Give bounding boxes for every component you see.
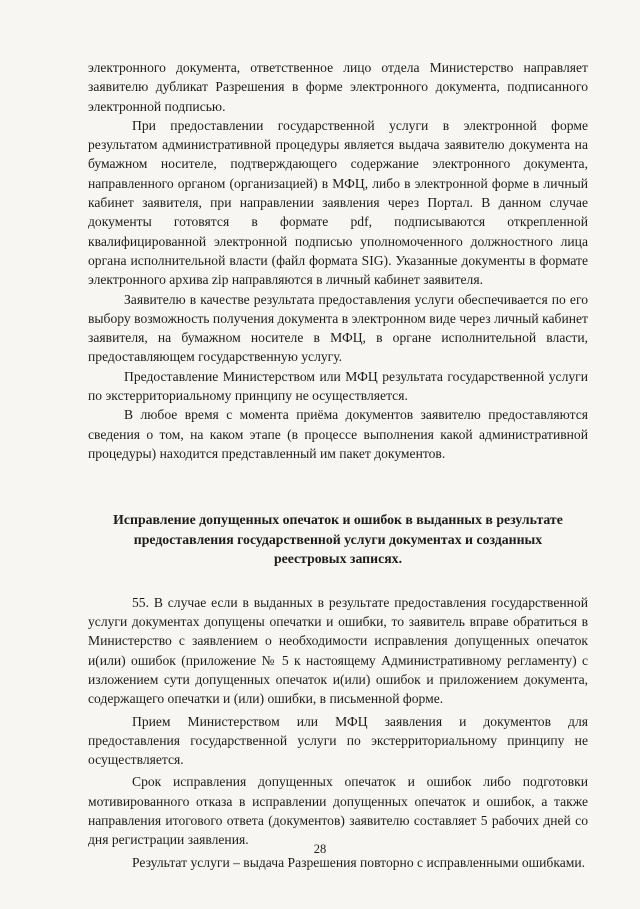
page-number: 28: [313, 842, 327, 856]
paragraph-electronic-result: При предоставлении государственной услуги в электронной форме результатом административной процедуры является выдача заявителю документа на бумажном носителе, подтверждающего содержание электронного документа, направленного органом (организацией) в МФЦ, либо в электронной форме в личный кабинет заявителя, при направлении заявления через Портал. В данном случае документы готовятся в формате pdf, подписываются открепленной квалифицированной электронной подписью уполномоченного должностного лица органа исполнительной власти (файл формата SIG). Указанные документы в формате электронного архива zip направляются в личный кабинет заявителя.: [88, 117, 588, 288]
paragraph-result-choice: Заявителю в качестве результата предоставления услуги обеспечивается по его выбору возможность получения документа в электронном виде через личный кабинет заявителя, на бумажном носителе в МФЦ, в органе исполнительной власти, предоставляющем государственную услугу.: [88, 291, 588, 365]
paragraph-extraterritorial: Предоставление Министерством или МФЦ результата государственной услуги по экстерриториальному принципу не осуществляется.: [88, 368, 588, 404]
paragraph-correction-term: Срок исправления допущенных опечаток и ошибок либо подготовки мотивированного отказа в исправлении допущенных опечаток и ошибок, а также направления итогового ответа (документов) заявителю составляет 5 рабочих дней со дня регистрации заявления.: [88, 774, 588, 848]
paragraph-service-result: Результат услуги – выдача Разрешения повторно с исправленными ошибками.: [132, 854, 586, 870]
section-heading: Исправление допущенных опечаток и ошибок в выданных в результате предоставления государственной услуги документах и созданных реестровых записях.: [113, 512, 563, 567]
paragraph-continuation: электронного документа, ответственное лицо отдела Министерство направляет заявителю дубликат Разрешения в форме электронного документа, подписанного электронной подписью.: [88, 60, 588, 114]
paragraph-55: 55. В случае если в выданных в результате предоставления государственной услуги документах допущены опечатки и ошибки, то заявитель вправе обратиться в Министерство с заявлением о необходимости исправления допущенных опечаток и(или) ошибок (приложение № 5 к настоящему Административному регламенту) с изложением сути допущенных опечаток и(или) ошибок и приложением документа, содержащего опечатки и (или) ошибки, в письменной форме.: [88, 594, 588, 707]
paragraph-reception: Прием Министерством или МФЦ заявления и документов для предоставления государственной услуги по экстерриториальному принципу не осуществляется.: [88, 713, 588, 768]
paragraph-status-info: В любое время с момента приёма документов заявителю предоставляются сведения о том, на каком этапе (в процессе выполнения какой административной процедуры) находится представленный им пакет документов.: [88, 407, 588, 461]
